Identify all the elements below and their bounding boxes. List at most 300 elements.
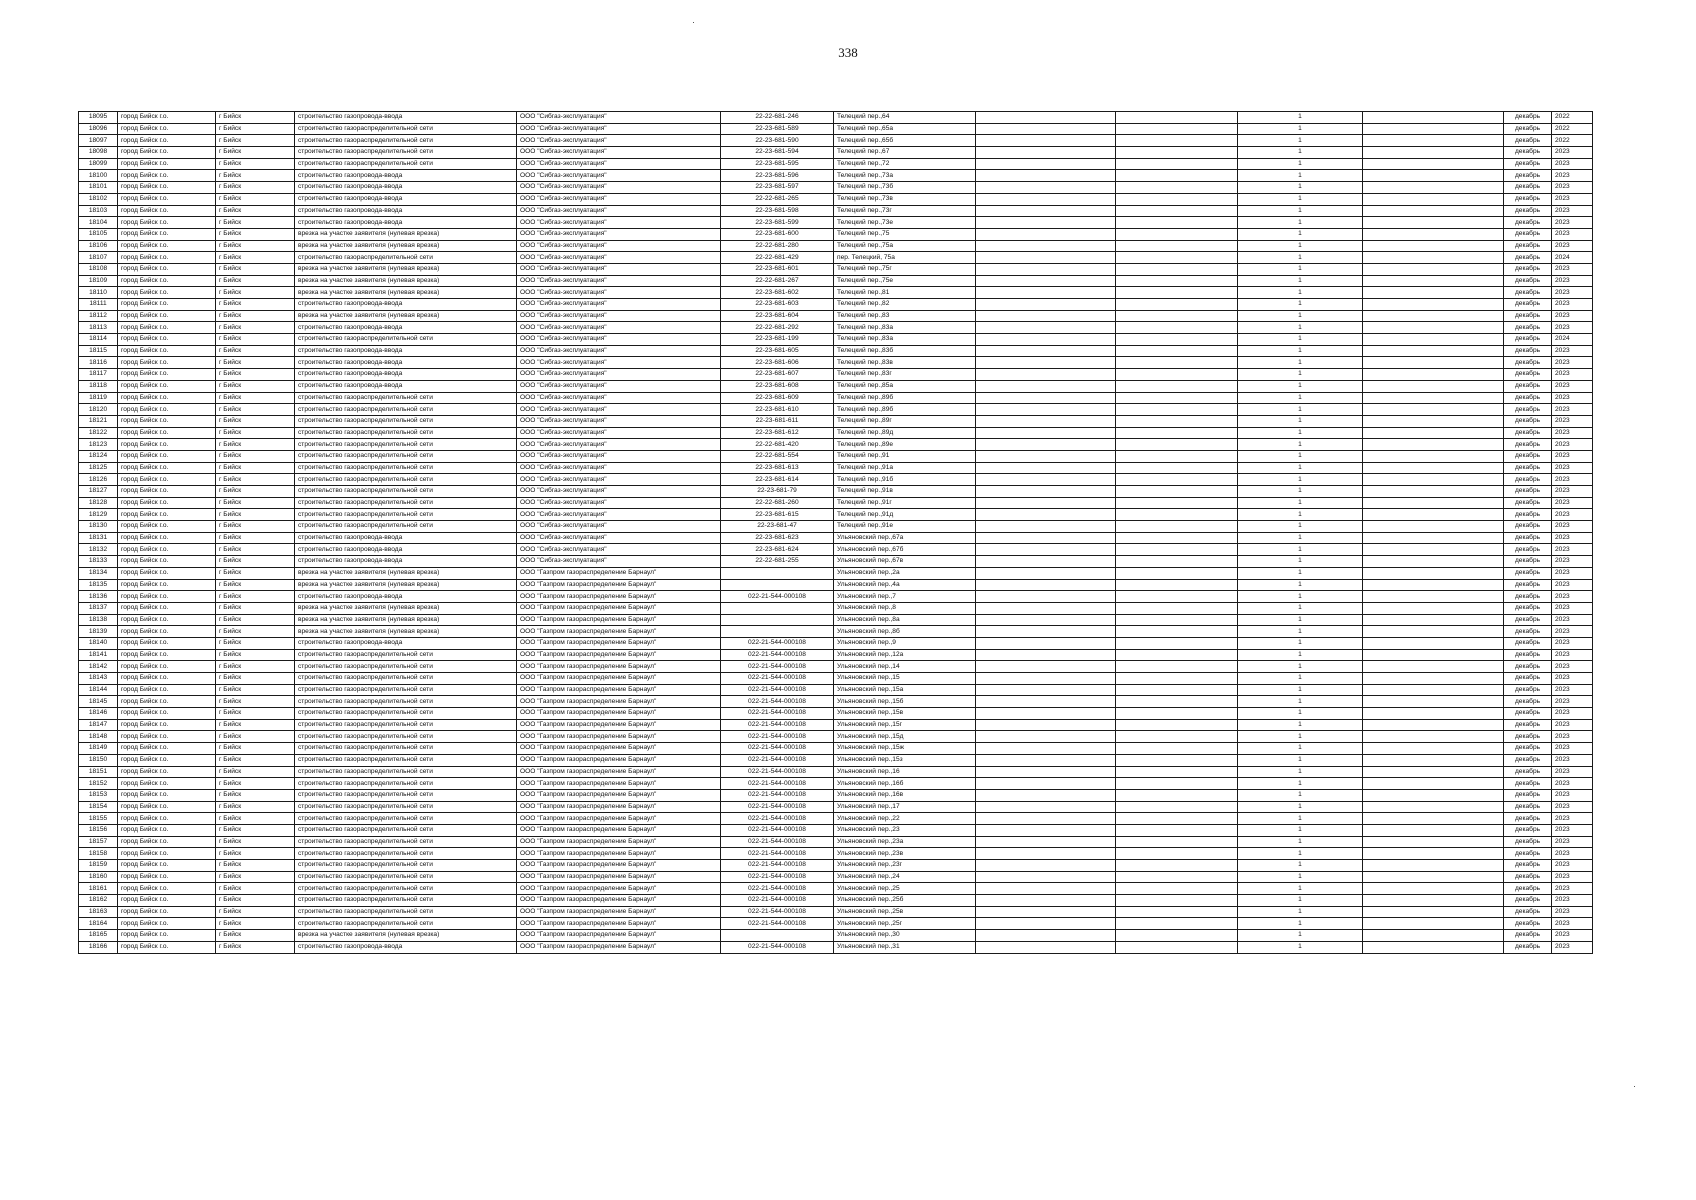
cell-year: 2023 [1552, 427, 1593, 439]
cell-organization: ООО "Газпром газораспределение Барнаул" [517, 754, 721, 766]
cell-month: декабрь [1504, 766, 1552, 778]
cell-month: декабрь [1504, 486, 1552, 498]
cell-settlement: г Бийск [216, 871, 295, 883]
cell-settlement: г Бийск [216, 357, 295, 369]
cell-empty1 [976, 462, 1116, 474]
cell-district: город Бийск г.о. [118, 532, 216, 544]
cell-year: 2023 [1552, 719, 1593, 731]
cell-address: Телецкий пер.,91д [834, 509, 976, 521]
cell-address: Телецкий пер.,65б [834, 135, 976, 147]
cell-year: 2023 [1552, 813, 1593, 825]
table-row [79, 918, 1593, 930]
cell-empty3 [1363, 778, 1504, 790]
cell-year: 2023 [1552, 673, 1593, 685]
cell-organization: ООО "Газпром газораспределение Барнаул" [517, 836, 721, 848]
cell-empty3 [1363, 649, 1504, 661]
cell-empty2 [1116, 941, 1238, 953]
cell-work_type: строительство газораспределительной сети [295, 486, 517, 498]
cell-quantity: 1 [1238, 182, 1363, 194]
cell-address: Ульяновский пер.,23г [834, 860, 976, 872]
cell-year: 2023 [1552, 474, 1593, 486]
cell-permit [721, 614, 834, 626]
cell-year: 2023 [1552, 263, 1593, 275]
cell-empty3 [1363, 708, 1504, 720]
cell-quantity: 1 [1238, 778, 1363, 790]
cell-address: Телецкий пер.,75а [834, 240, 976, 252]
table-row [79, 147, 1593, 159]
table-row [79, 708, 1593, 720]
cell-district: город Бийск г.о. [118, 789, 216, 801]
cell-settlement: г Бийск [216, 158, 295, 170]
cell-empty3 [1363, 380, 1504, 392]
cell-quantity: 1 [1238, 252, 1363, 264]
cell-year: 2023 [1552, 369, 1593, 381]
cell-empty2 [1116, 883, 1238, 895]
cell-empty3 [1363, 895, 1504, 907]
cell-work_type: врезка на участке заявителя (нулевая врезка) [295, 228, 517, 240]
cell-work_type: строительство газопровода-ввода [295, 357, 517, 369]
cell-empty3 [1363, 439, 1504, 451]
cell-district: город Бийск г.о. [118, 614, 216, 626]
cell-empty1 [976, 135, 1116, 147]
cell-id: 18133 [79, 556, 118, 568]
cell-month: декабрь [1504, 614, 1552, 626]
table-row [79, 789, 1593, 801]
cell-empty1 [976, 123, 1116, 135]
cell-address: Телецкий пер.,73б [834, 182, 976, 194]
cell-address: Телецкий пер.,91г [834, 497, 976, 509]
cell-work_type: строительство газораспределительной сети [295, 439, 517, 451]
cell-empty3 [1363, 147, 1504, 159]
cell-permit: 22-22-681-267 [721, 275, 834, 287]
cell-empty3 [1363, 497, 1504, 509]
cell-district: город Бийск г.о. [118, 649, 216, 661]
cell-district: город Бийск г.о. [118, 801, 216, 813]
cell-year: 2023 [1552, 299, 1593, 311]
cell-settlement: г Бийск [216, 579, 295, 591]
cell-year: 2023 [1552, 696, 1593, 708]
cell-empty3 [1363, 299, 1504, 311]
cell-year: 2023 [1552, 708, 1593, 720]
cell-organization: ООО "Газпром газораспределение Барнаул" [517, 918, 721, 930]
cell-empty1 [976, 895, 1116, 907]
table-row [79, 544, 1593, 556]
cell-organization: ООО "Газпром газораспределение Барнаул" [517, 778, 721, 790]
cell-year: 2023 [1552, 497, 1593, 509]
cell-settlement: г Бийск [216, 883, 295, 895]
cell-month: декабрь [1504, 345, 1552, 357]
cell-quantity: 1 [1238, 427, 1363, 439]
cell-work_type: строительство газопровода-ввода [295, 299, 517, 311]
cell-permit [721, 579, 834, 591]
cell-empty1 [976, 766, 1116, 778]
cell-address: Телецкий пер.,75е [834, 275, 976, 287]
cell-empty1 [976, 930, 1116, 942]
cell-year: 2023 [1552, 147, 1593, 159]
cell-work_type: строительство газораспределительной сети [295, 427, 517, 439]
cell-permit: 22-23-681-604 [721, 310, 834, 322]
cell-address: Ульяновский пер.,12а [834, 649, 976, 661]
cell-district: город Бийск г.о. [118, 918, 216, 930]
cell-year: 2023 [1552, 275, 1593, 287]
cell-organization: ООО "Газпром газораспределение Барнаул" [517, 743, 721, 755]
cell-id: 18131 [79, 532, 118, 544]
cell-address: Телецкий пер.,91в [834, 486, 976, 498]
cell-id: 18147 [79, 719, 118, 731]
cell-year: 2024 [1552, 252, 1593, 264]
cell-empty2 [1116, 123, 1238, 135]
cell-empty2 [1116, 217, 1238, 229]
cell-permit [721, 930, 834, 942]
cell-month: декабрь [1504, 895, 1552, 907]
cell-organization: ООО "Сибгаз-эксплуатация" [517, 112, 721, 124]
cell-district: город Бийск г.о. [118, 240, 216, 252]
cell-settlement: г Бийск [216, 848, 295, 860]
cell-settlement: г Бийск [216, 532, 295, 544]
cell-address: Телецкий пер.,81 [834, 287, 976, 299]
cell-quantity: 1 [1238, 334, 1363, 346]
cell-id: 18123 [79, 439, 118, 451]
table-row [79, 883, 1593, 895]
cell-month: декабрь [1504, 299, 1552, 311]
table-row [79, 637, 1593, 649]
cell-work_type: строительство газораспределительной сети [295, 509, 517, 521]
cell-empty2 [1116, 486, 1238, 498]
cell-empty1 [976, 743, 1116, 755]
cell-permit: 022-21-544-000108 [721, 673, 834, 685]
cell-month: декабрь [1504, 673, 1552, 685]
cell-address: Телецкий пер.,91е [834, 521, 976, 533]
cell-settlement: г Бийск [216, 684, 295, 696]
cell-empty2 [1116, 918, 1238, 930]
cell-empty3 [1363, 369, 1504, 381]
cell-empty3 [1363, 486, 1504, 498]
cell-empty2 [1116, 135, 1238, 147]
cell-organization: ООО "Сибгаз-эксплуатация" [517, 345, 721, 357]
cell-empty1 [976, 182, 1116, 194]
cell-address: Ульяновский пер.,25 [834, 883, 976, 895]
table-row [79, 182, 1593, 194]
cell-empty3 [1363, 462, 1504, 474]
cell-permit: 22-22-681-265 [721, 193, 834, 205]
cell-empty3 [1363, 918, 1504, 930]
cell-settlement: г Бийск [216, 170, 295, 182]
cell-empty1 [976, 789, 1116, 801]
cell-year: 2023 [1552, 158, 1593, 170]
cell-permit: 22-23-681-610 [721, 404, 834, 416]
cell-year: 2023 [1552, 661, 1593, 673]
cell-empty3 [1363, 941, 1504, 953]
table-row [79, 731, 1593, 743]
table-row [79, 906, 1593, 918]
cell-work_type: строительство газораспределительной сети [295, 415, 517, 427]
cell-district: город Бийск г.о. [118, 462, 216, 474]
cell-permit: 22-23-681-597 [721, 182, 834, 194]
cell-district: город Бийск г.о. [118, 252, 216, 264]
cell-address: Телецкий пер.,67 [834, 147, 976, 159]
cell-organization: ООО "Сибгаз-эксплуатация" [517, 170, 721, 182]
cell-district: город Бийск г.о. [118, 299, 216, 311]
cell-settlement: г Бийск [216, 731, 295, 743]
cell-permit: 022-21-544-000108 [721, 918, 834, 930]
cell-id: 18161 [79, 883, 118, 895]
cell-settlement: г Бийск [216, 112, 295, 124]
cell-quantity: 1 [1238, 883, 1363, 895]
cell-settlement: г Бийск [216, 182, 295, 194]
cell-organization: ООО "Газпром газораспределение Барнаул" [517, 883, 721, 895]
cell-month: декабрь [1504, 556, 1552, 568]
cell-district: город Бийск г.о. [118, 135, 216, 147]
cell-id: 18098 [79, 147, 118, 159]
cell-permit: 22-22-681-554 [721, 450, 834, 462]
cell-quantity: 1 [1238, 415, 1363, 427]
cell-year: 2023 [1552, 789, 1593, 801]
cell-work_type: строительство газораспределительной сети [295, 883, 517, 895]
table-row [79, 591, 1593, 603]
cell-empty2 [1116, 906, 1238, 918]
cell-year: 2023 [1552, 182, 1593, 194]
cell-district: город Бийск г.о. [118, 170, 216, 182]
cell-work_type: строительство газораспределительной сети [295, 836, 517, 848]
cell-permit: 022-21-544-000108 [721, 743, 834, 755]
cell-work_type: строительство газораспределительной сети [295, 871, 517, 883]
cell-organization: ООО "Сибгаз-эксплуатация" [517, 252, 721, 264]
cell-quantity: 1 [1238, 404, 1363, 416]
cell-year: 2023 [1552, 544, 1593, 556]
cell-district: город Бийск г.о. [118, 696, 216, 708]
cell-empty3 [1363, 731, 1504, 743]
cell-work_type: строительство газопровода-ввода [295, 369, 517, 381]
cell-address: Телецкий пер.,83 [834, 310, 976, 322]
cell-quantity: 1 [1238, 521, 1363, 533]
cell-quantity: 1 [1238, 848, 1363, 860]
cell-settlement: г Бийск [216, 509, 295, 521]
cell-quantity: 1 [1238, 696, 1363, 708]
cell-quantity: 1 [1238, 112, 1363, 124]
cell-permit: 22-22-681-260 [721, 497, 834, 509]
table-row [79, 334, 1593, 346]
cell-quantity: 1 [1238, 287, 1363, 299]
cell-empty1 [976, 439, 1116, 451]
cell-address: Телецкий пер.,91 [834, 450, 976, 462]
table-row [79, 112, 1593, 124]
cell-month: декабрь [1504, 380, 1552, 392]
cell-empty3 [1363, 626, 1504, 638]
cell-address: пер. Телецкий, 75а [834, 252, 976, 264]
cell-settlement: г Бийск [216, 392, 295, 404]
cell-address: Ульяновский пер.,15 [834, 673, 976, 685]
cell-work_type: строительство газораспределительной сети [295, 147, 517, 159]
table-row [79, 895, 1593, 907]
cell-district: город Бийск г.о. [118, 123, 216, 135]
cell-quantity: 1 [1238, 813, 1363, 825]
cell-work_type: строительство газораспределительной сети [295, 754, 517, 766]
cell-settlement: г Бийск [216, 567, 295, 579]
table-row [79, 614, 1593, 626]
cell-empty1 [976, 824, 1116, 836]
cell-id: 18102 [79, 193, 118, 205]
cell-settlement: г Бийск [216, 544, 295, 556]
table-row [79, 626, 1593, 638]
cell-id: 18145 [79, 696, 118, 708]
cell-quantity: 1 [1238, 567, 1363, 579]
cell-address: Телецкий пер.,83б [834, 345, 976, 357]
table-row [79, 345, 1593, 357]
cell-permit: 22-23-681-598 [721, 205, 834, 217]
cell-organization: ООО "Сибгаз-эксплуатация" [517, 334, 721, 346]
cell-empty3 [1363, 673, 1504, 685]
cell-permit: 22-23-681-612 [721, 427, 834, 439]
cell-district: город Бийск г.о. [118, 369, 216, 381]
cell-quantity: 1 [1238, 906, 1363, 918]
cell-settlement: г Бийск [216, 123, 295, 135]
cell-year: 2023 [1552, 357, 1593, 369]
cell-quantity: 1 [1238, 766, 1363, 778]
cell-work_type: строительство газораспределительной сети [295, 801, 517, 813]
cell-organization: ООО "Газпром газораспределение Барнаул" [517, 824, 721, 836]
table-row [79, 415, 1593, 427]
cell-work_type: строительство газораспределительной сети [295, 743, 517, 755]
cell-district: город Бийск г.о. [118, 427, 216, 439]
cell-quantity: 1 [1238, 486, 1363, 498]
cell-month: декабрь [1504, 778, 1552, 790]
cell-address: Ульяновский пер.,4а [834, 579, 976, 591]
cell-year: 2023 [1552, 415, 1593, 427]
cell-month: декабрь [1504, 579, 1552, 591]
cell-empty2 [1116, 824, 1238, 836]
cell-year: 2023 [1552, 404, 1593, 416]
cell-id: 18120 [79, 404, 118, 416]
cell-work_type: строительство газораспределительной сети [295, 696, 517, 708]
cell-year: 2023 [1552, 602, 1593, 614]
cell-quantity: 1 [1238, 754, 1363, 766]
cell-organization: ООО "Сибгаз-эксплуатация" [517, 182, 721, 194]
cell-work_type: строительство газораспределительной сети [295, 824, 517, 836]
table-row [79, 474, 1593, 486]
cell-month: декабрь [1504, 941, 1552, 953]
table-row [79, 369, 1593, 381]
cell-permit: 22-23-681-623 [721, 532, 834, 544]
cell-address: Ульяновский пер.,8 [834, 602, 976, 614]
cell-empty3 [1363, 719, 1504, 731]
cell-id: 18097 [79, 135, 118, 147]
cell-id: 18114 [79, 334, 118, 346]
cell-district: город Бийск г.о. [118, 275, 216, 287]
cell-settlement: г Бийск [216, 369, 295, 381]
cell-settlement: г Бийск [216, 626, 295, 638]
cell-settlement: г Бийск [216, 135, 295, 147]
cell-address: Ульяновский пер.,14 [834, 661, 976, 673]
cell-empty3 [1363, 848, 1504, 860]
cell-id: 18108 [79, 263, 118, 275]
cell-id: 18132 [79, 544, 118, 556]
cell-id: 18154 [79, 801, 118, 813]
cell-address: Телецкий пер.,89д [834, 427, 976, 439]
cell-empty2 [1116, 240, 1238, 252]
cell-organization: ООО "Сибгаз-эксплуатация" [517, 450, 721, 462]
cell-empty1 [976, 731, 1116, 743]
cell-quantity: 1 [1238, 228, 1363, 240]
cell-address: Ульяновский пер.,15в [834, 708, 976, 720]
cell-address: Ульяновский пер.,16в [834, 789, 976, 801]
cell-address: Ульяновский пер.,16 [834, 766, 976, 778]
cell-empty3 [1363, 556, 1504, 568]
cell-empty2 [1116, 836, 1238, 848]
cell-month: декабрь [1504, 661, 1552, 673]
cell-district: город Бийск г.о. [118, 836, 216, 848]
cell-empty1 [976, 404, 1116, 416]
cell-month: декабрь [1504, 626, 1552, 638]
cell-permit: 022-21-544-000108 [721, 801, 834, 813]
cell-quantity: 1 [1238, 918, 1363, 930]
cell-empty1 [976, 567, 1116, 579]
cell-empty2 [1116, 380, 1238, 392]
cell-organization: ООО "Сибгаз-эксплуатация" [517, 380, 721, 392]
cell-year: 2023 [1552, 310, 1593, 322]
table-row [79, 170, 1593, 182]
cell-permit: 022-21-544-000108 [721, 591, 834, 603]
cell-id: 18106 [79, 240, 118, 252]
cell-address: Телецкий пер.,83а [834, 322, 976, 334]
cell-permit: 022-21-544-000108 [721, 789, 834, 801]
table-row [79, 836, 1593, 848]
cell-empty1 [976, 205, 1116, 217]
cell-organization: ООО "Сибгаз-эксплуатация" [517, 240, 721, 252]
cell-settlement: г Бийск [216, 637, 295, 649]
cell-settlement: г Бийск [216, 661, 295, 673]
cell-id: 18127 [79, 486, 118, 498]
cell-settlement: г Бийск [216, 205, 295, 217]
cell-id: 18164 [79, 918, 118, 930]
cell-empty2 [1116, 170, 1238, 182]
cell-id: 18151 [79, 766, 118, 778]
cell-empty1 [976, 322, 1116, 334]
cell-empty1 [976, 486, 1116, 498]
cell-empty3 [1363, 392, 1504, 404]
cell-district: город Бийск г.о. [118, 193, 216, 205]
table-row [79, 719, 1593, 731]
cell-empty3 [1363, 813, 1504, 825]
cell-empty1 [976, 626, 1116, 638]
cell-settlement: г Бийск [216, 217, 295, 229]
table-row [79, 193, 1593, 205]
cell-permit: 022-21-544-000108 [721, 824, 834, 836]
cell-work_type: строительство газораспределительной сети [295, 848, 517, 860]
table-row [79, 860, 1593, 872]
cell-month: декабрь [1504, 930, 1552, 942]
table-row [79, 205, 1593, 217]
cell-empty1 [976, 532, 1116, 544]
cell-district: город Бийск г.о. [118, 182, 216, 194]
cell-empty1 [976, 801, 1116, 813]
cell-id: 18119 [79, 392, 118, 404]
cell-month: декабрь [1504, 801, 1552, 813]
cell-permit: 22-23-681-624 [721, 544, 834, 556]
cell-empty2 [1116, 112, 1238, 124]
cell-work_type: врезка на участке заявителя (нулевая врезка) [295, 310, 517, 322]
scan-speck [1634, 1086, 1635, 1087]
cell-empty1 [976, 147, 1116, 159]
cell-work_type: строительство газораспределительной сети [295, 789, 517, 801]
cell-settlement: г Бийск [216, 824, 295, 836]
cell-district: город Бийск г.о. [118, 357, 216, 369]
cell-empty3 [1363, 334, 1504, 346]
cell-id: 18165 [79, 930, 118, 942]
cell-year: 2023 [1552, 637, 1593, 649]
cell-quantity: 1 [1238, 602, 1363, 614]
cell-settlement: г Бийск [216, 860, 295, 872]
cell-permit: 22-23-681-596 [721, 170, 834, 182]
